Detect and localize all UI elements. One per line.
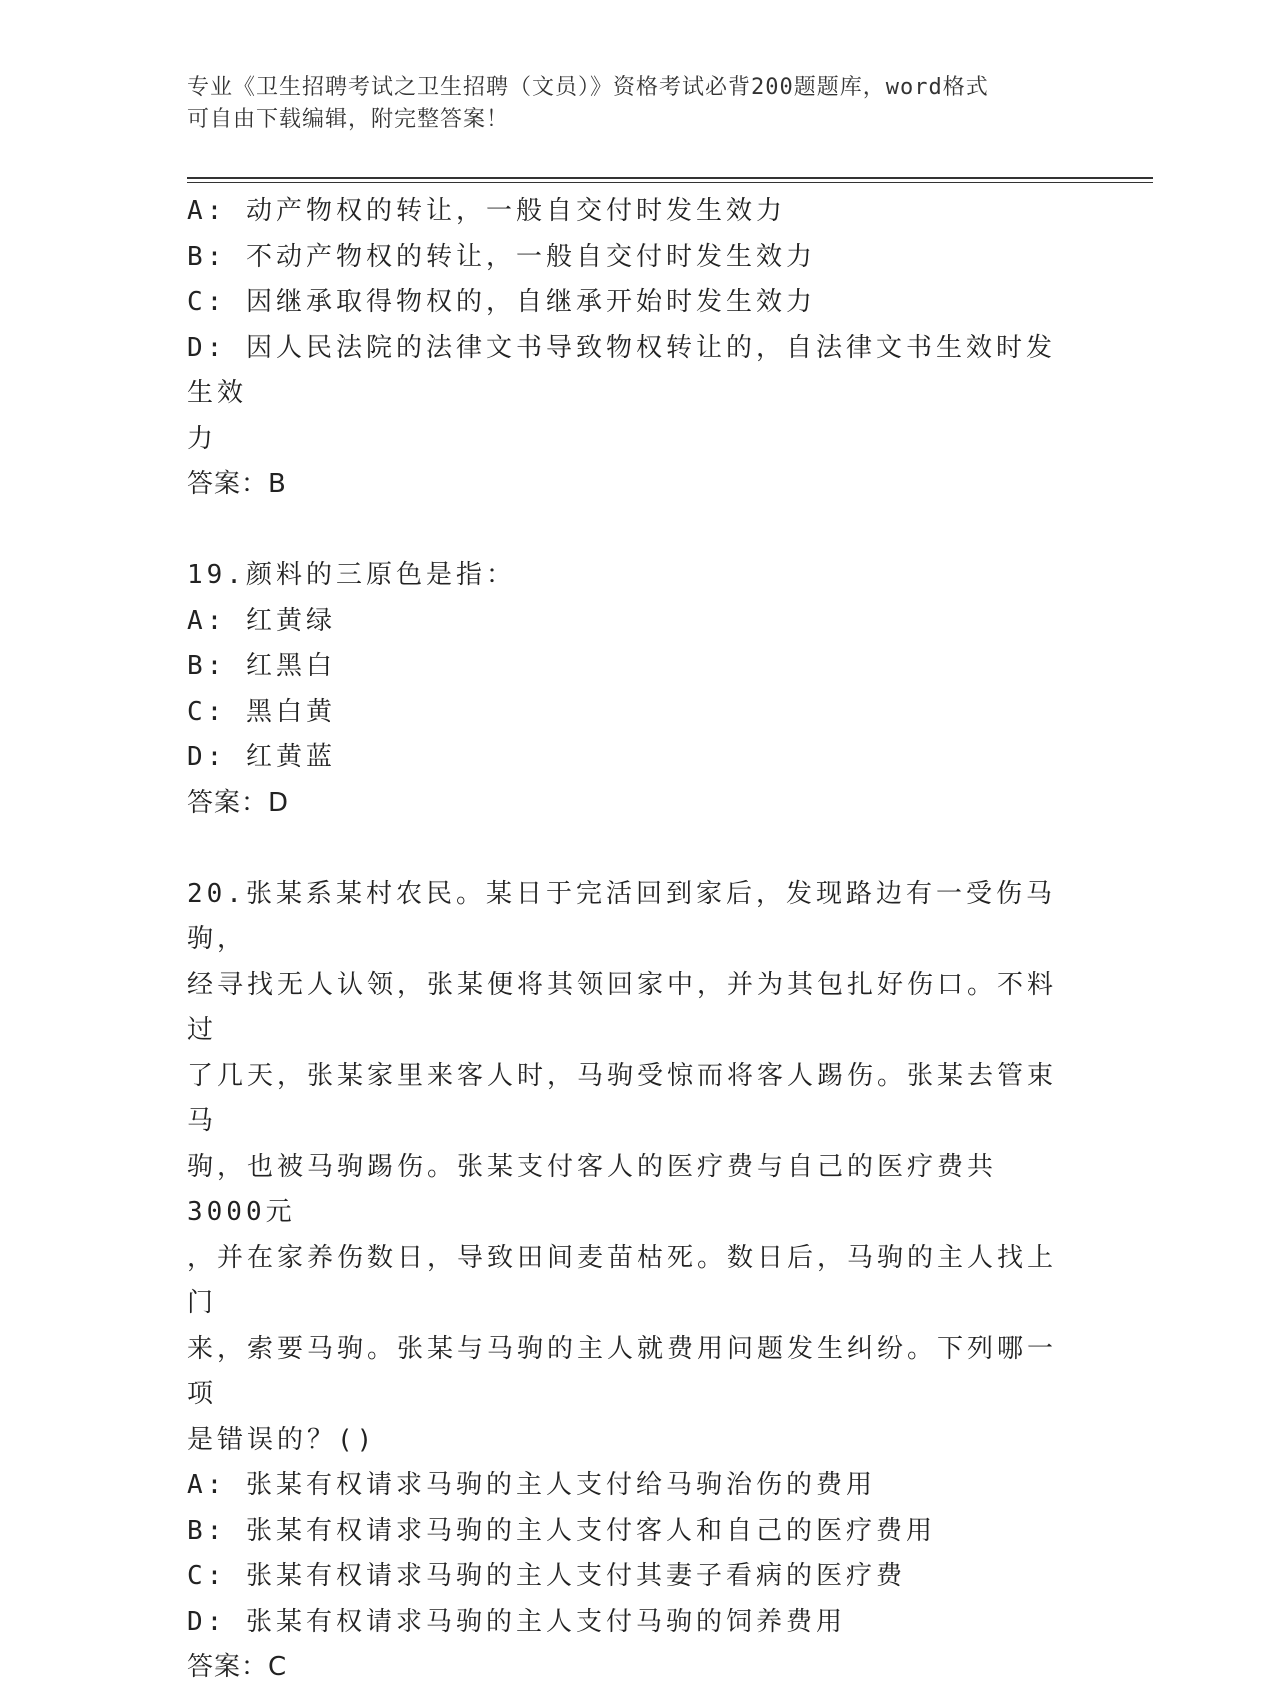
- option-b: B: 张某有权请求马驹的主人支付客人和自己的医疗费用: [187, 1515, 936, 1546]
- option-d: D: 张某有权请求马驹的主人支付马驹的饲养费用: [187, 1606, 846, 1637]
- question-text-line: 来，索要马驹。张某与马驹的主人就费用问题发生纠纷。下列哪一项: [187, 1333, 1058, 1409]
- spacer: [187, 826, 1067, 872]
- question-text-line: 驹，也被马驹踢伤。张某支付客人的医疗费与自己的医疗费共3000元: [187, 1151, 998, 1227]
- header-title-line-1: 专业《卫生招聘考试之卫生招聘（文员）》资格考试必背200题题库，word格式: [187, 75, 989, 100]
- option-a: A: 动产物权的转让，一般自交付时发生效力: [187, 196, 786, 226]
- question-text-line: 20.张某系某村农民。某日于完活回到家后，发现路边有一受伤马驹，: [187, 878, 1056, 954]
- question-text: 19.颜料的三原色是指：: [187, 560, 516, 590]
- option-d-continued: 力: [187, 423, 218, 454]
- question-text-line: ，并在家养伤数日，导致田间麦苗枯死。数日后，马驹的主人找上门: [187, 1242, 1058, 1318]
- option-c: C: 因继承取得物权的，自继承开始时发生效力: [187, 287, 816, 317]
- header-title-line-2: 可自由下载编辑，附完整答案！: [187, 107, 510, 132]
- option-a: A: 张某有权请求马驹的主人支付给马驹治伤的费用: [187, 1470, 876, 1500]
- answer-label: 答案：B: [187, 469, 287, 499]
- header-divider: [187, 177, 1153, 183]
- option-d: D: 因人民法院的法律文书导致物权转让的，自法律文书生效时发生效: [187, 332, 1056, 408]
- question-text-line: 经寻找无人认领，张某便将其领回家中，并为其包扎好伤口。不料过: [187, 969, 1058, 1045]
- document-header: [187, 72, 1067, 136]
- option-d: D: 红黄蓝: [187, 742, 336, 772]
- option-c: C: 张某有权请求马驹的主人支付其妻子看病的医疗费: [187, 1561, 906, 1591]
- answer-label: 答案：D: [187, 787, 290, 818]
- answer-label: 答案：C: [187, 1652, 288, 1682]
- question-19: [187, 553, 1067, 826]
- option-a: A: 红黄绿: [187, 605, 336, 636]
- question-content: [187, 189, 1067, 1691]
- question-text-line: 了几天，张某家里来客人时，马驹受惊而将客人踢伤。张某去管束马: [187, 1060, 1058, 1136]
- question-text-line: 是错误的？(): [187, 1424, 377, 1455]
- spacer: [187, 508, 1067, 554]
- option-b: B: 红黑白: [187, 651, 336, 681]
- option-b: B: 不动产物权的转让，一般自交付时发生效力: [187, 241, 816, 272]
- question-20: [187, 872, 1067, 1691]
- question-18: [187, 189, 1067, 508]
- option-c: C: 黑白黄: [187, 696, 336, 727]
